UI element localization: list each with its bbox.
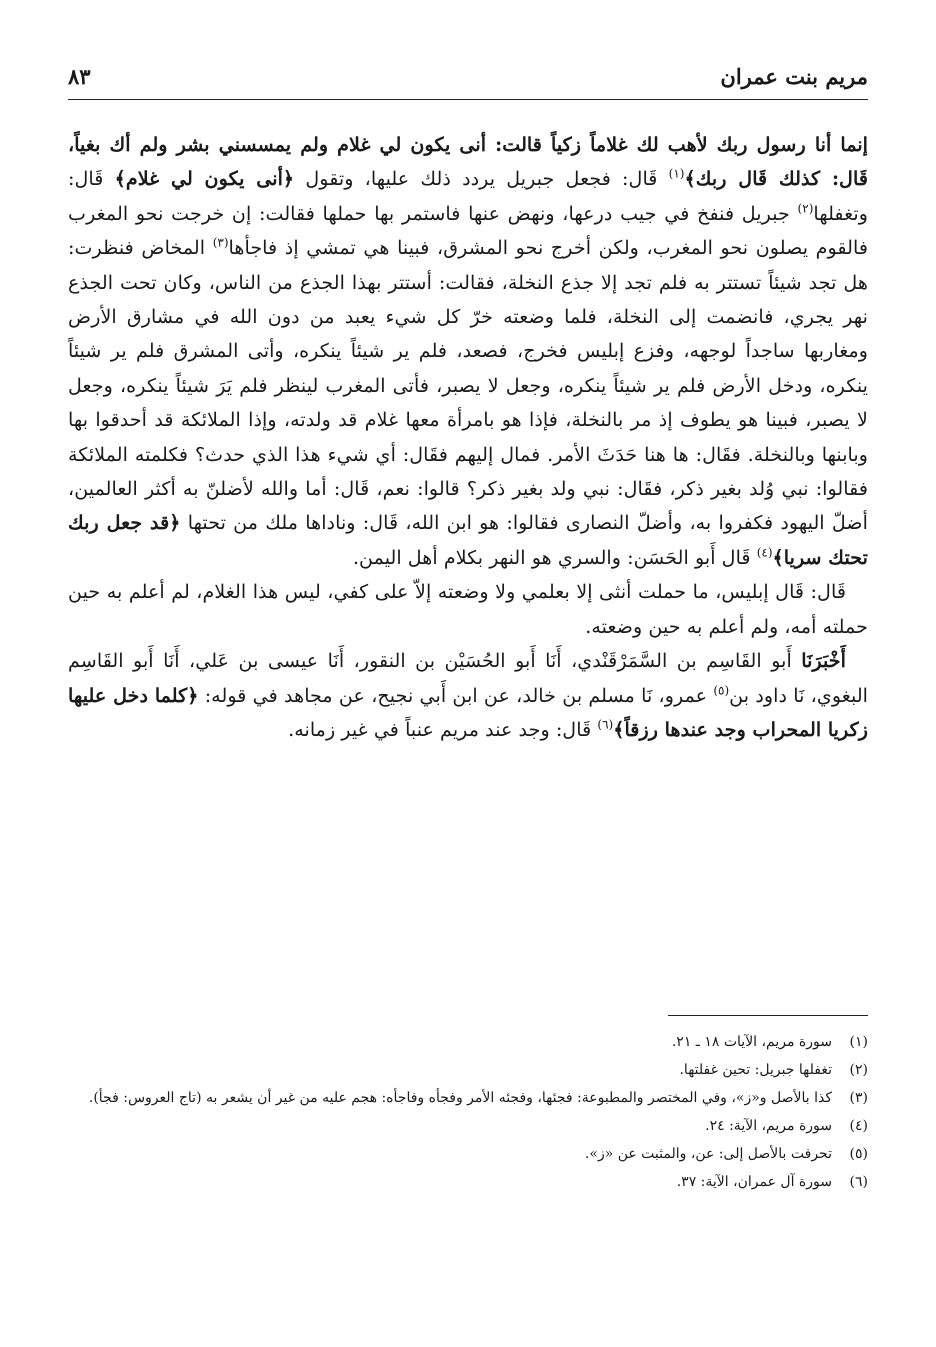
page-number: ٨٣ [68, 63, 91, 89]
footnote-ref-5: (٥) [713, 683, 730, 698]
footnote [68, 1168, 868, 1196]
footnote-ref-4: (٤) [756, 545, 773, 560]
footnote-ref-2: (٢) [797, 201, 814, 216]
text-run: أَبو القَاسِم بن السَّمَرْقَنْدي، أَنَا أَبو الحُسَيْن بن النقور، أَنَا عيسى بن عَلي، أَنَا أَبو القَاسِم البغوي، نَا داود بن [68, 649, 868, 707]
paragraph-3 [68, 644, 868, 747]
footnote-text: تحرفت بالأصل إلى: عن، والمثبت عن «ز». [584, 1146, 832, 1162]
text-run: عمرو، نَا مسلم بن خالد، عن ابن أَبي نجيح، عن مجاهد في قوله: [198, 683, 714, 707]
footnote-ref-3: (٣) [212, 235, 229, 250]
quran-quote: ﴿قد جعل ربك تحتك سريا﴾ [68, 511, 868, 569]
footnote-number: (٥) [849, 1146, 868, 1162]
paragraph-2: قَال: قَال إبليس، ما حملت أنثى إلا بعلمي ولا وضعته إلاّ على كفي، ليس هذا الغلام، لم أعلم به حين حملته أمه، ولم أعلم به حين وضعته. [68, 580, 868, 638]
footnote-text: تغفلها جبريل: تحين غفلتها. [679, 1062, 832, 1078]
header-rule [68, 99, 868, 100]
paragraph-1 [68, 128, 868, 575]
text-run: قَال: فجعل جبريل يردد ذلك عليها، وتقول [294, 167, 669, 191]
text-run: قَال: وجد عند مريم عنباً في غير زمانه. [288, 717, 598, 741]
quran-quote: إنما أنا رسول ربك لأهب لك غلاماً زكياً قالت: أنى يكون لي غلام ولم يمسسني بشر ولم أك بغياً، قَال: كذلك قَال ربك﴾ [68, 133, 868, 191]
footnote-ref-6: (٦) [597, 717, 614, 732]
footnotes [68, 1028, 868, 1196]
footnote-number: (٤) [849, 1118, 868, 1134]
footnote-number: (٦) [849, 1174, 868, 1190]
main-text [68, 128, 868, 747]
chapter-title: مريم بنت عمران [720, 63, 868, 89]
footnote-text: سورة مريم، الآية: ٢٤. [705, 1118, 832, 1134]
quran-quote: ﴿كلما دخل عليها زكريا المحراب وجد عندها رزقاً﴾ [68, 683, 868, 741]
footnote-text: سورة مريم، الآيات ١٨ ـ ٢١. [671, 1034, 832, 1050]
text-run: قَال أَبو الحَسَن: والسري هو النهر بكلام أهل اليمن. [352, 545, 757, 569]
running-header [68, 56, 868, 96]
footnote-number: (١) [849, 1034, 868, 1050]
text-run: قَال: وتغفلها [68, 167, 868, 225]
quran-quote: ﴿أنى يكون لي غلام﴾ [114, 167, 295, 191]
footnote-rule [668, 1015, 868, 1016]
footnote [68, 1140, 868, 1168]
footnote-text: سورة آل عمران، الآية: ٣٧. [676, 1174, 832, 1190]
text-run: جبريل فنفخ في جيب درعها، ونهض عنها فاستمر بها حملها فقالت: إن خرجت نحو المغرب فالقوم يصلون نحو المغرب، ولكن أخرج نحو المشرق، فبينا هي تمشي إذ فاجأها [68, 201, 868, 260]
footnote-ref-1: (١) [668, 167, 685, 182]
footnote [68, 1056, 868, 1084]
footnote [68, 1084, 868, 1112]
footnote [68, 1028, 868, 1056]
text-run: المخاض فنظرت: هل تجد شيئاً تستتر به فلم تجد إلا جذع النخلة، فقالت: أستتر بهذا الجذع من الناس، وكان تحت الجذع نهر يجري، فانضمت إلى النخلة، فلما وضعته خرّ كل شيء يعبد من دون الله في مشارق الأرض ومغاربها ساجداً لوجهه، وفزع إبليس فخرج، فصعد، فلم ير شيئاً ينكره، وأتى المشرق فلم ير شيئاً ينكره، ودخل الأرض فلم ير شيئاً ينكره، وجعل لا يصبر، فأتى المغرب لينظر فلم يَرَ شيئاً ينكره، وجعل لا يصبر، فبينا هو يطوف إذ مر بالنخلة، فإذا هو بامرأة معها غلام قد ولدته، وإذا الملائكة قد أحدقوا بها وبابنها وبالنخلة. فقَال: ها هنا حَدَثَ الأمر. فمال إليهم فقَال: أي شيء هذا الذي حدث؟ فكلمته الملائكة فقالوا: نبي وُلد بغير ذكر، فقَال: نبي ولد بغير ذكر؟ قالوا: نعم، قَال: أما والله لأضلنّ به أكثر العالمين، أضلّ اليهود فكفروا به، وأضلّ النصارى فقالوا: هو ابن الله، قَال: وناداها ملك من تحتها [68, 236, 868, 535]
isnad-keyword: أَخْبَرَنَا [801, 649, 846, 673]
footnote-text: كذا بالأصل و«ز»، وفي المختصر والمطبوعة: فجئها، وفجئه الأمر وفجأه وفاجأه: هجم عليه من غير أن يشعر به (تاج العروس: فجأ). [88, 1090, 832, 1106]
footnote-number: (٢) [849, 1062, 868, 1078]
footnote-number: (٣) [849, 1090, 868, 1106]
footnote [68, 1112, 868, 1140]
